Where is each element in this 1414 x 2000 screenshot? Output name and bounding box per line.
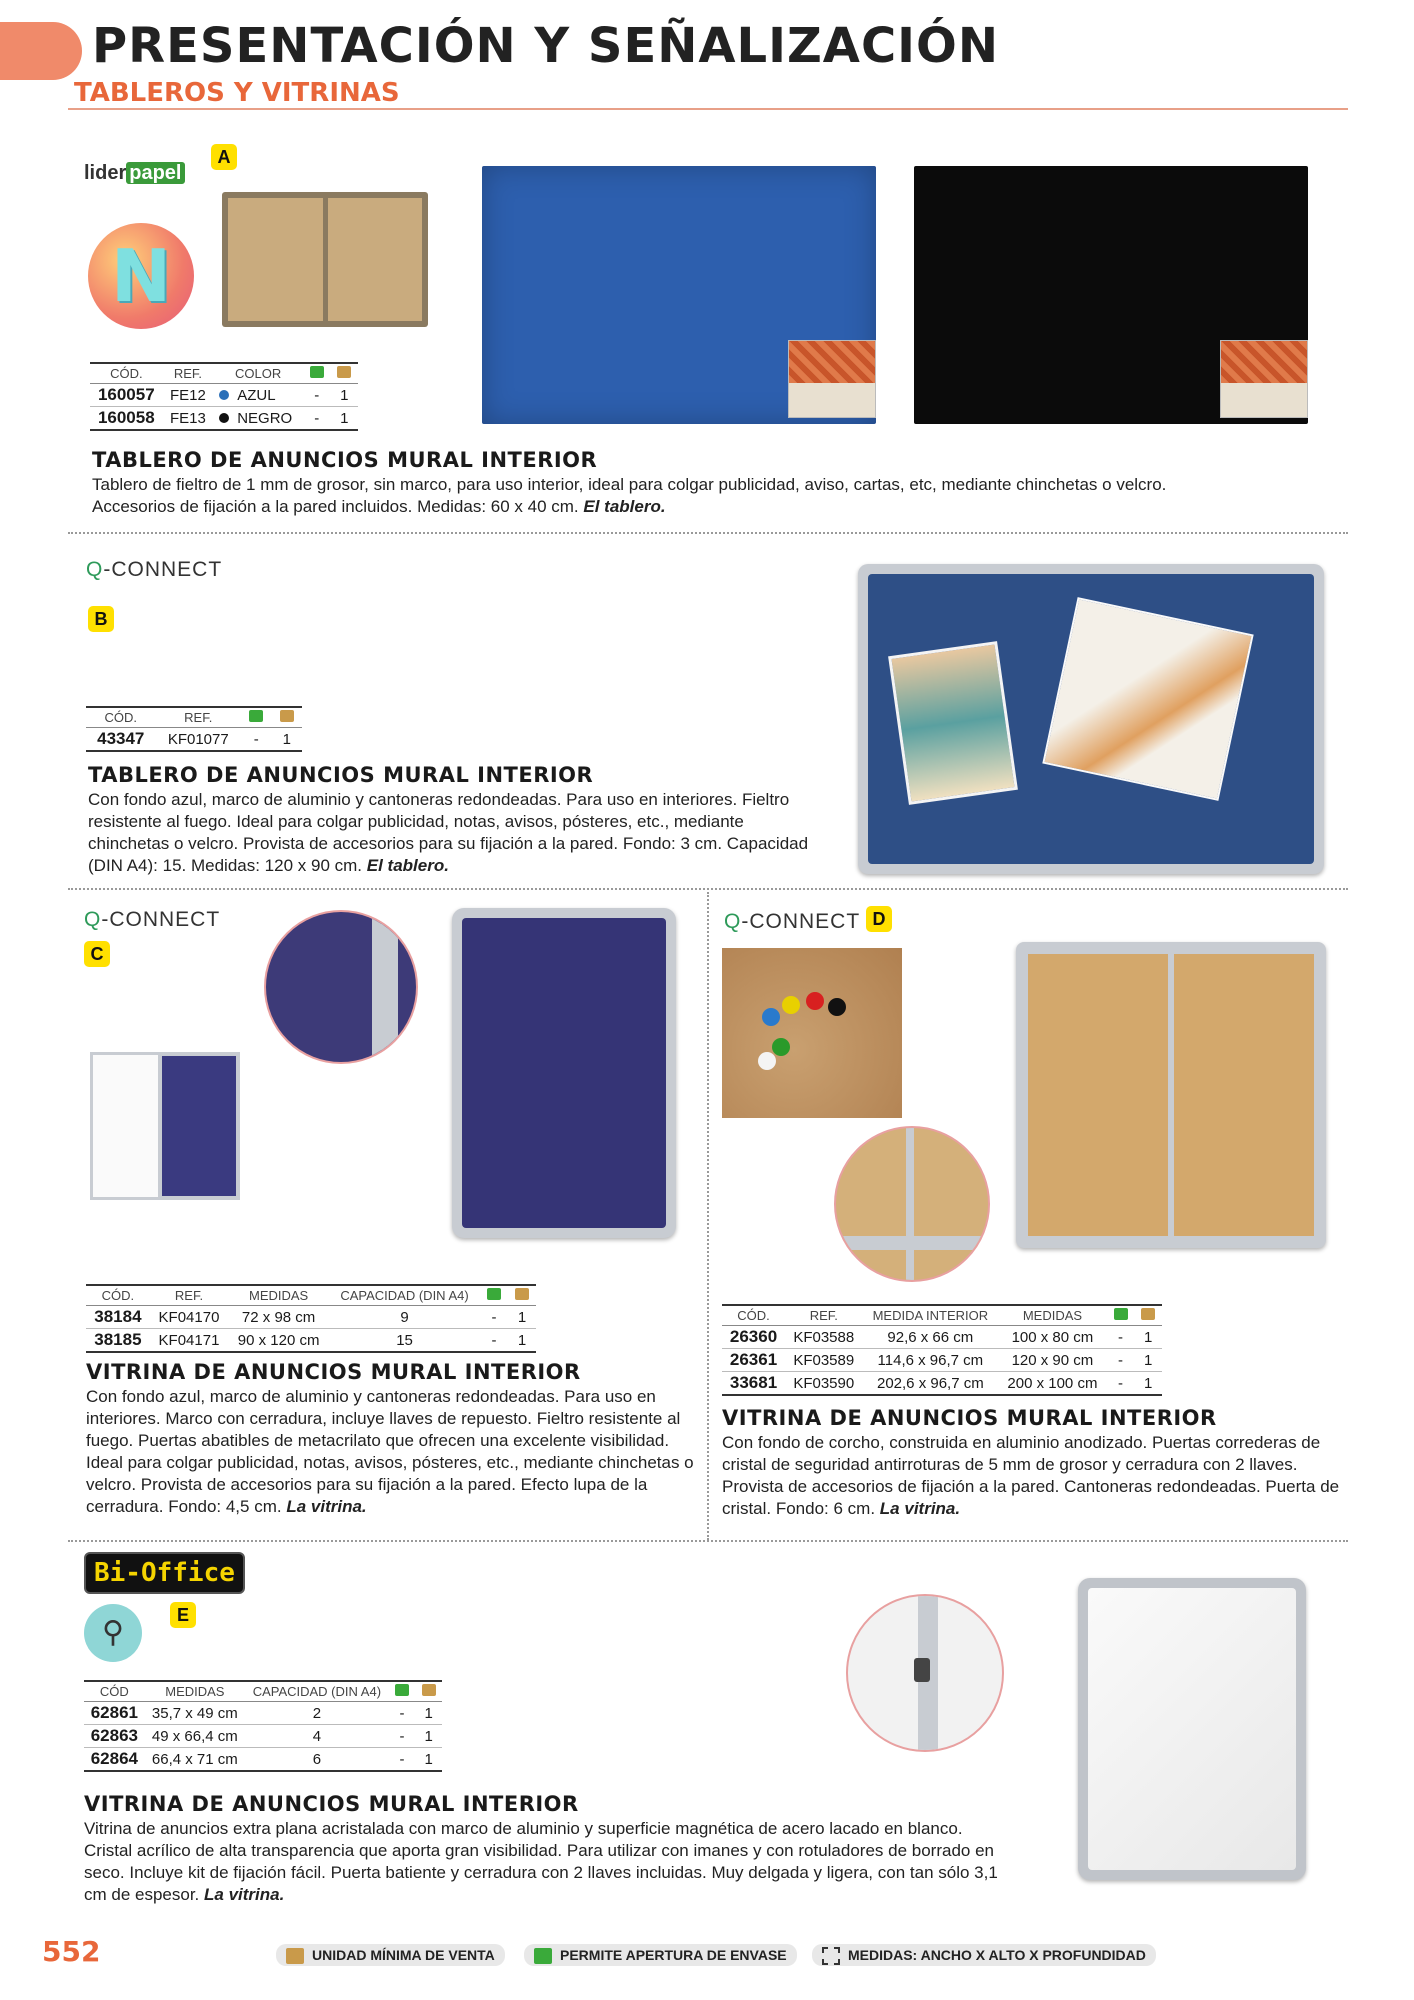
brand-logo-qconnect: Q-CONNECT [86, 558, 223, 581]
table-row: 160058 FE13 NEGRO - 1 [90, 407, 358, 431]
poster-sheet [1042, 597, 1253, 801]
table-row: 26361 KF03589 114,6 x 96,7 cm 120 x 90 cm - 1 [722, 1349, 1162, 1372]
product-desc-e: Vitrina de anuncios extra plana acristalada con marco de aluminio y superficie magnética de acero lacado en blanco. Cristal acrílico de alta transparencia que aporta gran visibilidad. Para utilizar con imanes y con rotuladores de borrado en seco. Incluye kit de fijación fácil. Puerta batiente y cerradura con 2 llaves incluidas. Muy delgada y ligera, con tan sólo 3,1 cm de espesor. La vitrina. [84, 1819, 998, 1904]
product-image-a-cork-thumb [222, 192, 428, 327]
min-unit-icon [508, 1285, 536, 1306]
section-tab-marker [0, 22, 82, 80]
col-header-color: COLOR [213, 363, 303, 384]
open-pack-icon [303, 363, 330, 384]
new-badge-icon: N [88, 223, 194, 329]
product-title-a: TABLERO DE ANUNCIOS MURAL INTERIOR [92, 448, 598, 472]
brand-logo-bioffice: Bi-Office [84, 1552, 245, 1594]
page-title: PRESENTACIÓN Y SEÑALIZACIÓN [92, 18, 1000, 74]
product-letter-b: B [88, 606, 114, 632]
brand-logo-liderpapel: lider papel [84, 162, 185, 185]
table-row: 33681 KF03590 202,6 x 96,7 cm 200 x 100 cm - 1 [722, 1372, 1162, 1396]
section-divider [68, 1540, 1348, 1542]
col-header-ref: REF. [163, 363, 214, 384]
page-subtitle: TABLEROS Y VITRINAS [74, 78, 400, 108]
product-image-d-pins [722, 948, 902, 1118]
product-table-c: CÓD. REF. MEDIDAS CAPACIDAD (DIN A4) 38184 KF04170 72 x 98 cm 9 - 1 38185 KF04171 90 x 120 cm 15 - 1 [86, 1284, 536, 1353]
magnet-icon: ⚲ [84, 1604, 142, 1662]
product-label-card [1220, 340, 1308, 418]
page-number: 552 [42, 1935, 101, 1968]
brand-logo-qconnect: Q-CONNECT [84, 908, 221, 931]
table-row: 160057 FE12 AZUL - 1 [90, 384, 358, 407]
legend-min-sale: UNIDAD MÍNIMA DE VENTA [276, 1944, 505, 1966]
product-letter-a: A [211, 144, 237, 170]
product-image-b-board [858, 564, 1324, 874]
dimensions-icon [822, 1947, 840, 1965]
product-desc-c: Con fondo azul, marco de aluminio y cantoneras redondeadas. Para uso en interiores. Marco con cerradura, incluye llaves de repuesto. Fieltro resistente al fuego. Puertas abatibles de metacrilato que ofrecen una excelente visibilidad. Ideal para colgar publicidad, notas, avisos, pósteres, etc., mediante chinchetas o velcro. Provista de accesorios para su fijación a la pared. Efecto lupa de la cerradura. Fondo: 4,5 cm. La vitrina. [86, 1387, 694, 1516]
product-table-d: CÓD. REF. MEDIDA INTERIOR MEDIDAS 26360 KF03588 92,6 x 66 cm 100 x 80 cm - 1 26361 KF03589 114,6 x 96,7 cm 120 x 90 cm - 1 33681 KF03590 202,6 x 96,7 cm 200 x 100 cm - 1 [722, 1304, 1162, 1396]
product-image-a-blue-board [482, 166, 876, 424]
product-letter-d: D [866, 906, 892, 932]
legend-measures: MEDIDAS: ANCHO X ALTO X PROFUNDIDAD [812, 1944, 1156, 1966]
section-divider [68, 532, 1348, 534]
product-table-e: CÓD MEDIDAS CAPACIDAD (DIN A4) 62861 35,7 x 49 cm 2 - 1 62863 49 x 66,4 cm 4 - 1 62864 66,4 x 71 cm 6 - 1 [84, 1680, 442, 1772]
column-divider [707, 892, 709, 1540]
open-box-icon [534, 1948, 552, 1964]
box-icon [286, 1948, 304, 1964]
open-pack-icon [1107, 1305, 1135, 1326]
product-title-c: VITRINA DE ANUNCIOS MURAL INTERIOR [86, 1360, 581, 1384]
table-row: 38185 KF04171 90 x 120 cm 15 - 1 [86, 1329, 536, 1353]
product-image-c-open-door [90, 1052, 162, 1200]
header-divider [68, 108, 1348, 110]
table-row: 62863 49 x 66,4 cm 4 - 1 [84, 1725, 442, 1748]
detail-zoom-lock [264, 910, 418, 1064]
section-divider [68, 888, 1348, 890]
brand-logo-qconnect: Q-CONNECT [724, 910, 861, 933]
open-pack-icon [480, 1285, 508, 1306]
product-desc-b: Con fondo azul, marco de aluminio y cantoneras redondeadas. Para uso en interiores. Fieltro resistente al fuego. Ideal para colgar publicidad, notas, avisos, pósteres, etc., mediante chinchetas o velcro. Provista de accesorios para su fijación a la pared. Fondo: 3 cm. Capacidad (DIN A4): 15. Medidas: 120 x 90 cm. El tablero. [88, 790, 809, 875]
color-dot-blue [219, 390, 229, 400]
min-unit-icon [330, 363, 358, 384]
product-table-b: CÓD. REF. 43347 KF01077 - 1 [86, 706, 302, 752]
product-table-a [90, 362, 358, 431]
product-title-b: TABLERO DE ANUNCIOS MURAL INTERIOR [88, 763, 594, 787]
table-row: 62861 35,7 x 49 cm 2 - 1 [84, 1702, 442, 1725]
product-image-a-black-board [914, 166, 1308, 424]
product-image-c-small [158, 1052, 240, 1200]
product-image-c-case [452, 908, 676, 1238]
table-row: 62864 66,4 x 71 cm 6 - 1 [84, 1748, 442, 1772]
detail-zoom-frame [834, 1126, 990, 1282]
color-dot-black [219, 413, 229, 423]
product-title-d: VITRINA DE ANUNCIOS MURAL INTERIOR [722, 1406, 1217, 1430]
table-row: 43347 KF01077 - 1 [86, 728, 302, 752]
min-unit-icon [1134, 1305, 1162, 1326]
product-image-e-case [1078, 1578, 1306, 1880]
table-row: 38184 KF04170 72 x 98 cm 9 - 1 [86, 1306, 536, 1329]
product-letter-e: E [170, 1602, 196, 1628]
product-letter-c: C [84, 941, 110, 967]
min-unit-icon [415, 1681, 442, 1702]
product-desc-a: Tablero de fieltro de 1 mm de grosor, sin marco, para uso interior, ideal para colgar publicidad, aviso, cartas, etc, mediante chinchetas o velcro. Accesorios de fijación a la pared incluidos. Medidas: 60 x 40 cm. El tablero. [92, 475, 1167, 516]
poster-sheet [888, 641, 1018, 805]
detail-zoom-lock [846, 1594, 1004, 1752]
product-title-e: VITRINA DE ANUNCIOS MURAL INTERIOR [84, 1792, 579, 1816]
table-row: 26360 KF03588 92,6 x 66 cm 100 x 80 cm - 1 [722, 1326, 1162, 1349]
col-header-code: CÓD. [90, 363, 163, 384]
legend-open-pack: PERMITE APERTURA DE ENVASE [524, 1944, 797, 1966]
min-unit-icon [271, 707, 302, 728]
open-pack-icon [241, 707, 271, 728]
open-pack-icon [389, 1681, 416, 1702]
product-label-card [788, 340, 876, 418]
product-image-d-case [1016, 942, 1326, 1248]
product-desc-d: Con fondo de corcho, construida en aluminio anodizado. Puertas correderas de cristal de seguridad antirroturas de 5 mm de grosor y cerradura con 2 llaves. Provista de accesorios de fijación a la pared. Cantoneras redondeadas. Puerta de cristal. Fondo: 6 cm. La vitrina. [722, 1433, 1340, 1518]
